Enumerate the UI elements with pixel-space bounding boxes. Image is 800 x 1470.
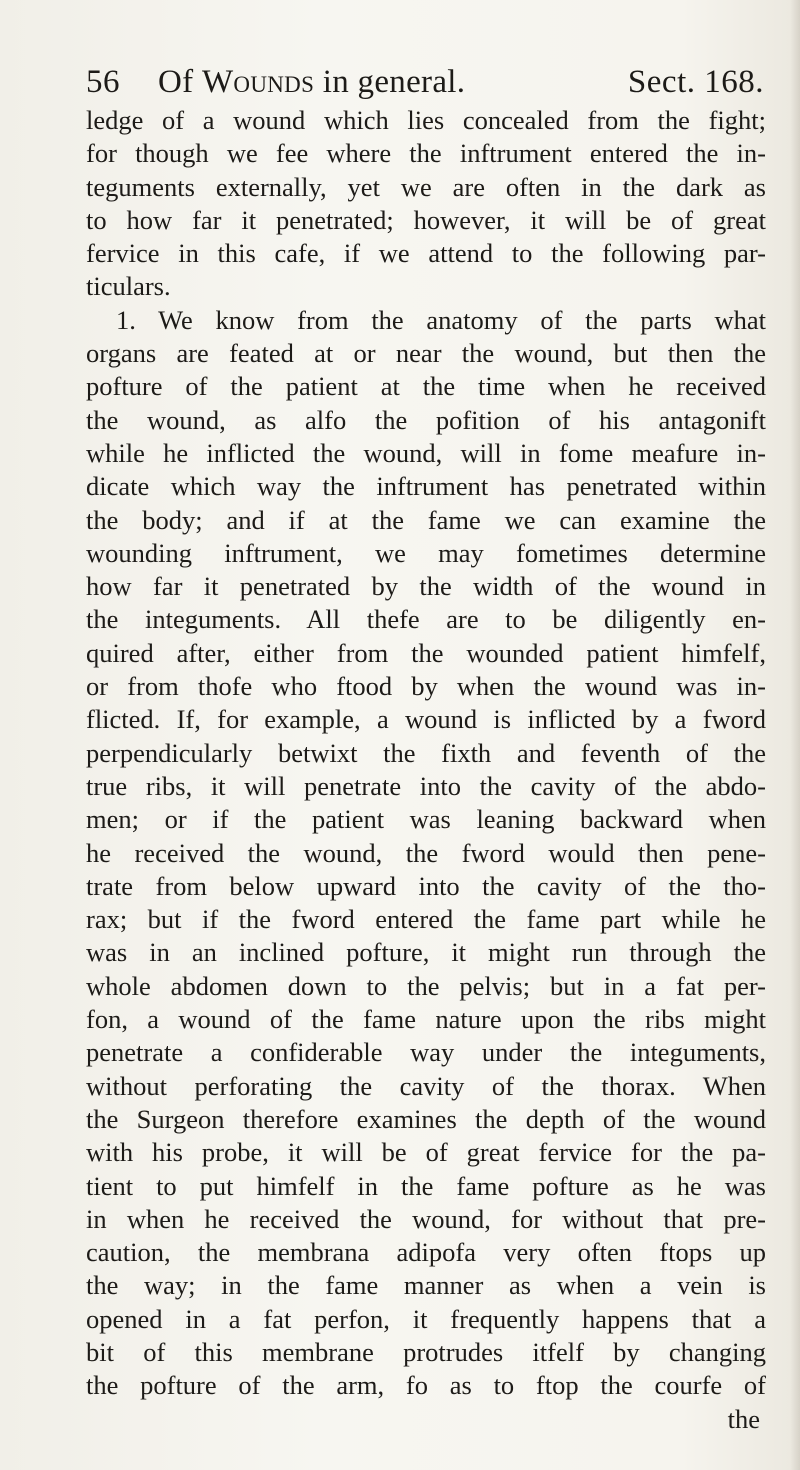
text-line: to how far it penetrated; however, it will be of great <box>86 204 766 235</box>
text-line: was in an inclined pofture, it might run through the <box>86 937 766 968</box>
text-line: with his probe, it will be of great fervice for the pa- <box>86 1137 766 1168</box>
page-header <box>86 62 764 102</box>
text-line: the body; and if at the fame we can examine the <box>86 504 766 535</box>
text-line: the Surgeon therefore examines the depth of the wound <box>86 1103 766 1134</box>
text-line: quired after, either from the wounded patient himfelf, <box>86 637 766 668</box>
text-line: opened in a fat perfon, it frequently happens that a <box>86 1303 766 1334</box>
text-line: or from thofe who ftood by when the wound was in- <box>86 671 766 702</box>
text-line: how far it penetrated by the width of the wound in <box>86 571 766 602</box>
catchword: the <box>727 1403 760 1434</box>
text-line: for though we fee where the inftrument entered the in- <box>86 138 766 169</box>
text-line: organs are feated at or near the wound, but then the <box>86 338 766 369</box>
text-line: teguments externally, yet we are often in the dark as <box>86 171 766 202</box>
text-line: while he inflicted the wound, will in fome meafure in- <box>86 437 766 468</box>
text-line: ticulars. <box>86 271 171 302</box>
running-head-prefix: Of <box>158 64 202 100</box>
text-line: true ribs, it will penetrate into the cavity of the abdo- <box>86 770 766 801</box>
text-line: the way; in the fame manner as when a vein is <box>86 1270 766 1301</box>
text-line: he received the wound, the fword would then pene- <box>86 837 766 868</box>
body-text <box>86 104 766 1436</box>
text-line: men; or if the patient was leaning backward when <box>86 804 766 835</box>
section-reference: Sect. 168. <box>627 64 764 100</box>
text-line: fervice in this cafe, if we attend to the following par- <box>86 238 766 269</box>
text-line: the wound, as alfo the pofition of his antagonift <box>86 404 766 435</box>
text-line: penetrate a confiderable way under the integuments, <box>86 1037 766 1068</box>
text-line: trate from below upward into the cavity of the tho- <box>86 870 766 901</box>
text-line: dicate which way the inftrument has penetrated within <box>86 471 766 502</box>
text-line: caution, the membrana adipofa very often ftops up <box>86 1237 766 1268</box>
text-line: the integuments. All thefe are to be diligently en- <box>86 604 766 635</box>
text-line: ledge of a wound which lies concealed from the fight; <box>86 105 766 135</box>
running-head-suffix: in general. <box>314 64 466 100</box>
text-line: in when he received the wound, for without that pre- <box>86 1203 766 1234</box>
text-line: fon, a wound of the fame nature upon the ribs might <box>86 1004 766 1035</box>
running-head-smallcaps: Wounds <box>201 64 315 100</box>
text-line: wounding inftrument, we may fometimes determine <box>86 537 766 568</box>
text-line: perpendicularly betwixt the fixth and feventh of the <box>86 737 766 768</box>
page-number: 56 <box>86 64 120 100</box>
text-line: bit of this membrane protrudes itfelf by changing <box>86 1336 766 1367</box>
page-edge-shadow <box>790 0 800 1470</box>
text-line: rax; but if the fword entered the fame part while he <box>86 904 766 935</box>
text-line: the pofture of the arm, fo as to ftop the courfe of <box>86 1370 766 1401</box>
text-line: pofture of the patient at the time when he received <box>86 371 766 402</box>
text-line: without perforating the cavity of the thorax. When <box>86 1070 766 1101</box>
running-head <box>158 62 628 102</box>
text-line: 1. We know from the anatomy of the parts what <box>116 304 766 335</box>
text-line: whole abdomen down to the pelvis; but in a fat per- <box>86 970 766 1001</box>
text-line: flicted. If, for example, a wound is inflicted by a fword <box>86 704 766 735</box>
text-line: tient to put himfelf in the fame pofture as he was <box>86 1170 766 1201</box>
